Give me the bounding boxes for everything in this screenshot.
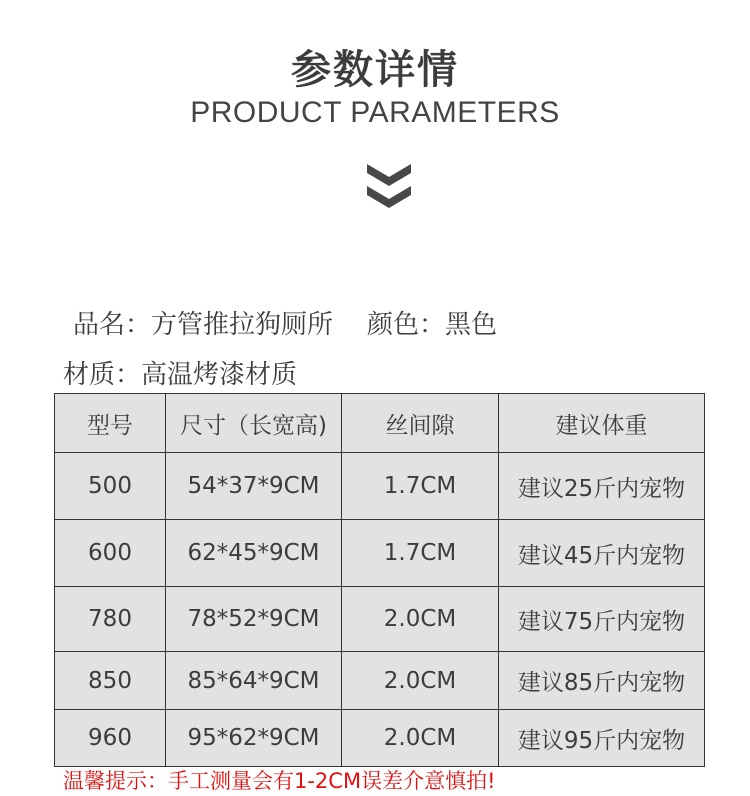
material-info-line [63, 354, 297, 391]
cell-size: 78*52*9CM [166, 587, 342, 652]
cell-wire-gap: 1.7CM [342, 520, 499, 587]
cell-model: 500 [55, 453, 166, 520]
table-row [55, 710, 705, 767]
cell-wire-gap: 2.0CM [342, 587, 499, 652]
cell-wire-gap: 2.0CM [342, 652, 499, 710]
cell-model: 780 [55, 587, 166, 652]
cell-weight: 建议25斤内宠物 [499, 453, 705, 520]
page-subtitle: PRODUCT PARAMETERS [190, 96, 560, 129]
table-row [55, 587, 705, 652]
cell-wire-gap: 1.7CM [342, 453, 499, 520]
page-title: 参数详情 [291, 47, 459, 93]
header-wire-gap: 丝间隙 [342, 394, 499, 453]
cell-weight: 建议75斤内宠物 [499, 587, 705, 652]
product-name-label: 品名： [73, 310, 152, 340]
product-name-value: 方管推拉狗厕所 [151, 310, 334, 340]
cell-size: 95*62*9CM [166, 710, 342, 767]
spec-table [54, 393, 705, 767]
material-label: 材质： [63, 360, 142, 390]
cell-size: 54*37*9CM [166, 453, 342, 520]
cell-weight: 建议45斤内宠物 [499, 520, 705, 587]
cell-model: 960 [55, 710, 166, 767]
table-header-row [55, 394, 705, 453]
cell-weight: 建议85斤内宠物 [499, 652, 705, 710]
cell-size: 62*45*9CM [166, 520, 342, 587]
measurement-notice: 温馨提示：手工测量会有1-2CM误差介意慎拍! [63, 769, 496, 793]
double-chevron-down-icon [363, 160, 415, 212]
color-label: 颜色： [367, 310, 446, 340]
cell-model: 850 [55, 652, 166, 710]
table-row [55, 652, 705, 710]
cell-weight: 建议95斤内宠物 [499, 710, 705, 767]
product-info-line [73, 304, 497, 341]
cell-size: 85*64*9CM [166, 652, 342, 710]
material-value: 高温烤漆材质 [141, 360, 298, 390]
table-row [55, 453, 705, 520]
header-weight: 建议体重 [499, 394, 705, 453]
cell-model: 600 [55, 520, 166, 587]
color-value: 黑色 [445, 310, 498, 340]
header-size: 尺寸（长宽高) [166, 394, 342, 453]
table-row [55, 520, 705, 587]
cell-wire-gap: 2.0CM [342, 710, 499, 767]
header-model: 型号 [55, 394, 166, 453]
